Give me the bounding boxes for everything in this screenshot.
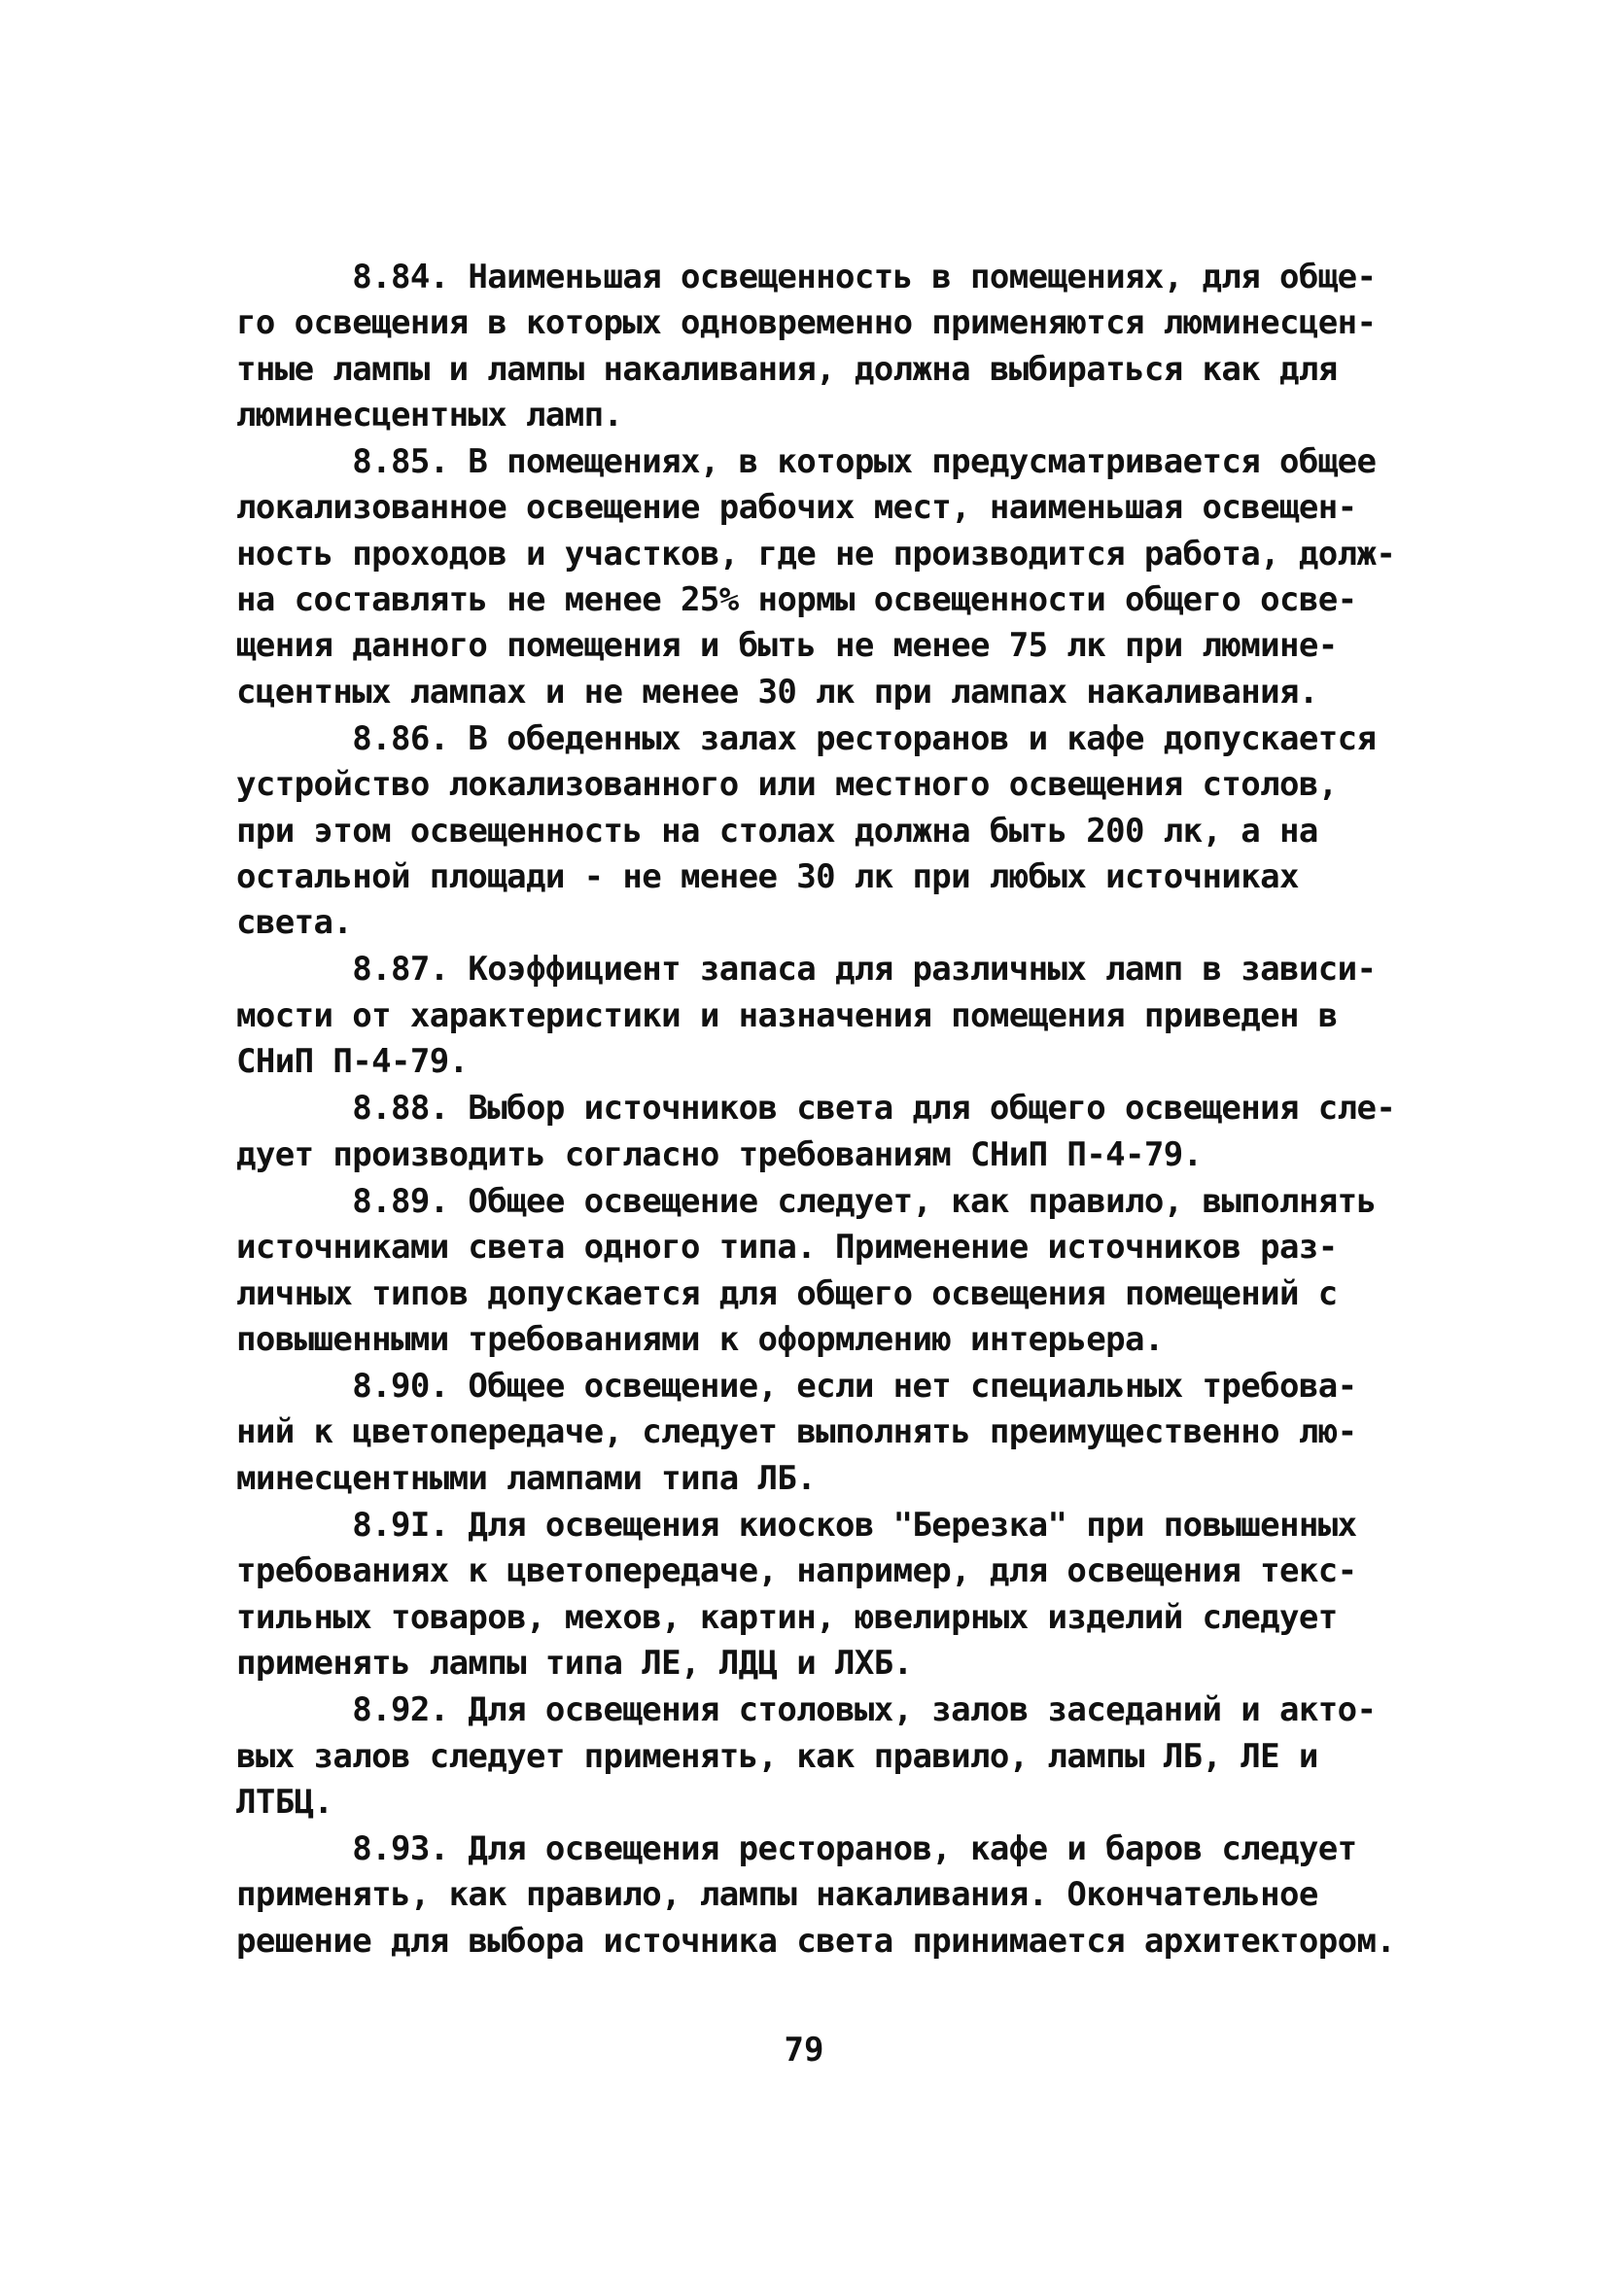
text-line: требованиях к цветопередаче, например, для освещения текс- — [236, 1551, 1357, 1591]
text-line: тильных товаров, мехов, картин, ювелирных изделий следует — [236, 1597, 1338, 1637]
text-line: локализованное освещение рабочих мест, наименьшая освещен- — [236, 488, 1357, 528]
text-line: 8.87. Коэффициент запаса для различных ламп в зависи- — [236, 950, 1377, 990]
page-number: 79 — [784, 2031, 824, 2070]
text-line: 8.85. В помещениях, в которых предусматривается общее — [236, 442, 1377, 482]
text-line: 8.93. Для освещения ресторанов, кафе и баров следует — [236, 1829, 1357, 1869]
text-line: СНиП П-4-79. — [236, 1042, 469, 1082]
text-line: люминесцентных ламп. — [236, 395, 623, 435]
paragraph-8-88 — [236, 1086, 1396, 1178]
text-line: сцентных лампах и не менее 30 лк при лампах накаливания. — [236, 672, 1318, 712]
text-line: личных типов допускается для общего освещения помещений с — [236, 1273, 1338, 1313]
text-line: остальной площади - не менее 30 лк при любых источниках — [236, 856, 1299, 896]
text-line: повышенными требованиями к оформлению интерьера. — [236, 1319, 1164, 1359]
text-line: 8.84. Наименьшая освещенность в помещениях, для обще- — [236, 258, 1377, 296]
paragraph-8-86 — [236, 716, 1377, 946]
text-line: при этом освещенность на столах должна быть 200 лк, а на — [236, 811, 1318, 851]
paragraph-8-84 — [236, 255, 1377, 438]
paragraph-8-87 — [236, 947, 1377, 1085]
text-line: го освещения в которых одновременно применяются люминесцен- — [236, 303, 1377, 343]
text-line: 8.89. Общее освещение следует, как правило, выполнять — [236, 1181, 1377, 1221]
text-line: 8.86. В обеденных залах ресторанов и кафе допускается — [236, 718, 1377, 758]
text-line: тные лампы и лампы накаливания, должна выбираться как для — [236, 349, 1338, 389]
paragraph-8-85 — [236, 439, 1396, 715]
paragraph-8-91 — [236, 1503, 1364, 1687]
text-line: мости от характеристики и назначения помещения приведен в — [236, 995, 1338, 1035]
paragraph-8-90 — [236, 1364, 1364, 1502]
text-line: минесцентными лампами типа ЛБ. — [236, 1458, 817, 1498]
paragraph-8-92 — [236, 1687, 1377, 1826]
text-line: ЛТБЦ. — [236, 1782, 333, 1822]
body-text — [236, 255, 1396, 1966]
text-line: 8.90. Общее освещение, если нет специальных требова- — [236, 1367, 1357, 1407]
text-line: на составлять не менее 25% нормы освещенности общего осве- — [236, 580, 1357, 620]
text-line: света. — [236, 903, 353, 943]
text-line: дует производить согласно требованиям СНиП П-4-79. — [236, 1134, 1203, 1174]
text-line: решение для выбора источника света принимается архитектором. — [236, 1921, 1396, 1961]
text-line: ний к цветопередаче, следует выполнять преимущественно лю- — [236, 1412, 1357, 1452]
text-line: 8.92. Для освещения столовых, залов заседаний и акто- — [236, 1690, 1377, 1730]
paragraph-8-93 — [236, 1826, 1396, 1965]
text-line: ность проходов и участков, где не производится работа, долж- — [236, 534, 1396, 574]
text-line: устройство локализованного или местного освещения столов, — [236, 765, 1338, 805]
text-line: источниками света одного типа. Применение источников раз- — [236, 1228, 1338, 1268]
text-line: применять, как правило, лампы накаливания. Окончательное — [236, 1875, 1318, 1915]
text-line: щения данного помещения и быть не менее 75 лк при люмине- — [236, 626, 1338, 666]
text-line: 8.88. Выбор источников света для общего освещения сле- — [236, 1089, 1396, 1129]
paragraph-8-89 — [236, 1179, 1377, 1363]
text-line: применять лампы типа ЛЕ, ЛДЦ и ЛХБ. — [236, 1643, 913, 1683]
text-line: вых залов следует применять, как правило, лампы ЛБ, ЛЕ и — [236, 1736, 1318, 1776]
text-line: 8.9I. Для освещения киосков "Березка" при повышенных — [236, 1506, 1357, 1546]
